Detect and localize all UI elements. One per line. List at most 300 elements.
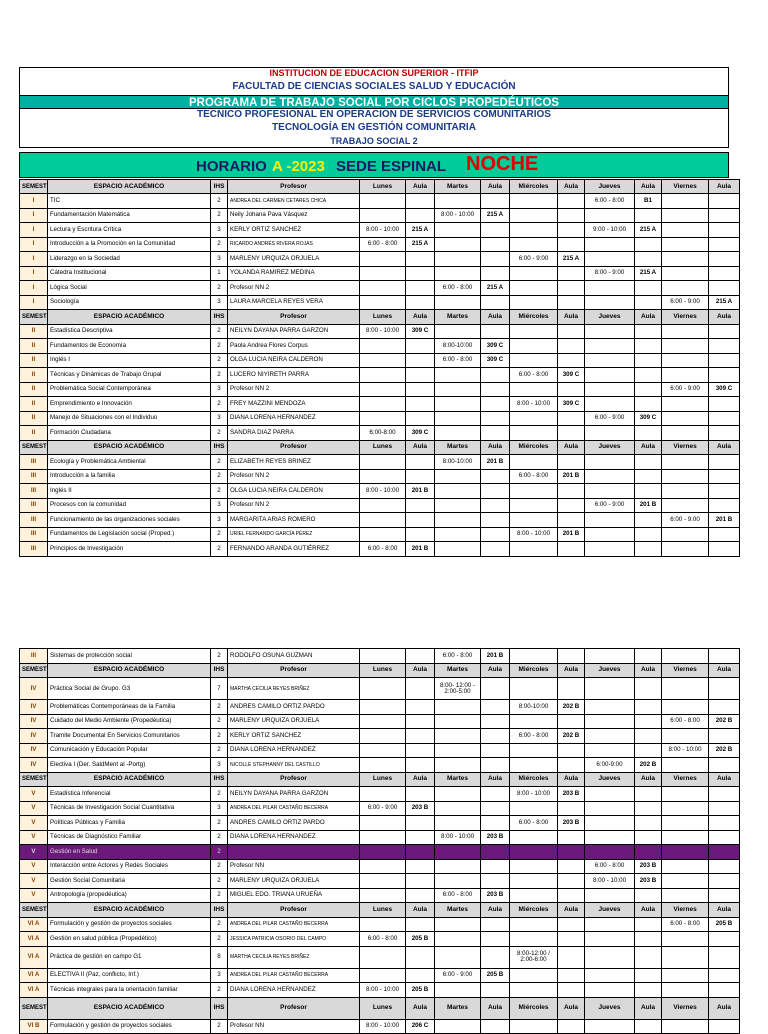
cell-teacher: MARLENY URQUIZA ORJUELA [228,252,360,267]
cell-thursday [585,426,635,441]
cell-hours: 2 [211,649,228,664]
cell-wednesday [510,649,558,664]
cell-room [635,513,662,528]
cell-monday: 6:00 - 8:00 [360,542,406,557]
column-header-semester: SEMEST [20,997,48,1019]
cell-course: Formulación y gestión de proyectos sociales [48,1019,211,1034]
cell-friday [662,237,709,252]
column-header-wednesday: Miércoles [510,180,558,194]
cell-room [635,426,662,441]
cell-room [558,758,585,773]
cell-friday [662,498,709,513]
cell-room [709,237,740,252]
cell-teacher [228,845,360,860]
cell-hours: 2 [211,281,228,296]
cell-semester: VI B [20,1019,48,1034]
cell-room [558,968,585,983]
cell-semester: IV [20,714,48,729]
column-header-tuesday: Martes [435,663,481,678]
cell-room [406,830,435,845]
cell-room [709,266,740,281]
cell-thursday [585,513,635,528]
column-header-room: Aula [406,903,435,918]
cell-room: 201 B [481,455,510,470]
cell-monday [360,266,406,281]
column-header-friday: Viernes [662,663,709,678]
column-header-room: Aula [481,180,510,194]
cell-monday [360,830,406,845]
cell-room [558,1019,585,1034]
cell-monday [360,527,406,542]
cell-wednesday: 8:00-10:00 [510,700,558,715]
column-header-room: Aula [558,903,585,918]
cell-course: Cátedra Institucional [48,266,211,281]
cell-thursday [585,324,635,339]
cell-monday [360,382,406,397]
cell-room: 203 B [558,816,585,831]
cell-friday: 6:00 - 9:00 [662,513,709,528]
cell-tuesday: 8:00-10:00 [435,339,481,354]
table-header-row [20,180,740,194]
column-header-hours: IHS [211,997,228,1019]
cell-thursday: 6:00-9:00 [585,758,635,773]
cell-course: Antropología (propedéutica) [48,888,211,903]
cell-monday: 8:00 - 10:00 [360,324,406,339]
cell-course: Inglés I [48,353,211,368]
cell-room [709,223,740,238]
cell-semester: I [20,266,48,281]
column-header-course: ESPACIO ACADÉMICO [48,663,211,678]
cell-semester: I [20,237,48,252]
cell-room [558,513,585,528]
column-header-wednesday: Miércoles [510,997,558,1019]
cell-semester: VI A [20,917,48,932]
cell-semester: II [20,353,48,368]
cell-monday [360,411,406,426]
cell-room [635,816,662,831]
cell-room: 203 B [406,801,435,816]
cell-friday: 6:00 - 9:00 [662,382,709,397]
cell-thursday [585,816,635,831]
cell-thursday [585,208,635,223]
cell-room [709,888,740,903]
cell-semester: III [20,484,48,499]
table-row [20,498,740,513]
column-header-thursday: Jueves [585,997,635,1019]
cell-friday [662,983,709,998]
cell-room [406,816,435,831]
cell-room [481,983,510,998]
cell-room [709,649,740,664]
table-header-row [20,310,740,325]
cell-thursday [585,729,635,744]
cell-tuesday [435,729,481,744]
cell-room [481,324,510,339]
cell-friday [662,859,709,874]
cell-room [558,194,585,209]
cell-thursday: 8:00 - 9:00 [585,266,635,281]
cell-room [709,368,740,383]
cell-friday [662,968,709,983]
cell-room [481,426,510,441]
cell-semester: IV [20,743,48,758]
cell-teacher: Neily Johana Pava Vásquez [228,208,360,223]
cell-room: 201 B [558,469,585,484]
column-header-teacher: Profesor [228,997,360,1019]
column-header-hours: IHS [211,440,228,455]
cell-hours: 2 [211,845,228,860]
column-header-tuesday: Martes [435,440,481,455]
cell-monday [360,252,406,267]
cell-semester: II [20,397,48,412]
cell-thursday [585,281,635,296]
cell-room [406,411,435,426]
cell-room [481,194,510,209]
cell-room [406,946,435,968]
cell-thursday [585,484,635,499]
cell-wednesday [510,874,558,889]
cell-friday [662,787,709,802]
cell-room [709,968,740,983]
cell-course: Formación Ciudadana [48,426,211,441]
cell-hours: 3 [211,411,228,426]
cell-semester: I [20,252,48,267]
column-header-room: Aula [481,663,510,678]
schedule-table-page-1 [19,179,740,557]
cell-room [481,411,510,426]
cell-room [406,339,435,354]
cell-friday [662,339,709,354]
cell-room: 202 B [558,700,585,715]
cell-tuesday [435,917,481,932]
cell-hours: 3 [211,382,228,397]
cell-friday [662,1019,709,1034]
cell-room: 309 C [481,353,510,368]
column-header-monday: Lunes [360,997,406,1019]
cell-teacher: Profesor NN [228,859,360,874]
cell-room [481,758,510,773]
cell-semester: VI A [20,968,48,983]
cell-room [558,542,585,557]
column-header-teacher: Profesor [228,440,360,455]
cell-wednesday [510,237,558,252]
cell-room [481,484,510,499]
cell-hours: 3 [211,801,228,816]
cell-room [635,397,662,412]
column-header-room: Aula [406,440,435,455]
cell-tuesday [435,542,481,557]
cell-room [709,426,740,441]
column-header-room: Aula [481,440,510,455]
cell-room [709,353,740,368]
cell-room [635,801,662,816]
cell-tuesday [435,816,481,831]
cell-course: Formulación y gestión de proyectos sociales [48,917,211,932]
cell-monday: 8:00 - 10:00 [360,484,406,499]
cell-monday [360,729,406,744]
cell-course: Políticas Públicas y Familia [48,816,211,831]
column-header-room: Aula [558,440,585,455]
cell-room [709,281,740,296]
cell-friday [662,324,709,339]
column-header-room: Aula [709,310,740,325]
cell-hours: 2 [211,368,228,383]
cell-tuesday [435,859,481,874]
cell-room [481,397,510,412]
cell-wednesday: 6:00 - 8:00 [510,368,558,383]
cell-monday: 8:00 - 10:00 [360,223,406,238]
cell-tuesday [435,397,481,412]
cell-wednesday [510,542,558,557]
cell-semester: V [20,787,48,802]
cell-hours: 2 [211,397,228,412]
cell-friday [662,816,709,831]
table-row [20,700,740,715]
column-header-room: Aula [709,440,740,455]
horario-sede: SEDE ESPINAL [336,158,447,175]
cell-hours: 1 [211,266,228,281]
table-row [20,484,740,499]
cell-monday [360,208,406,223]
cell-wednesday [510,353,558,368]
cell-tuesday [435,194,481,209]
cell-friday: 8:00 - 10:00 [662,743,709,758]
cell-room [558,888,585,903]
cell-semester: III [20,469,48,484]
cell-teacher: Profesor NN 2 [228,469,360,484]
cell-tuesday: 8:00 - 10:00 [435,208,481,223]
cell-semester: II [20,368,48,383]
cell-room [481,368,510,383]
cell-room [558,223,585,238]
column-header-hours: IHS [211,180,228,194]
column-header-friday: Viernes [662,997,709,1019]
cell-room [558,859,585,874]
cell-room [558,266,585,281]
cell-thursday: 8:00 - 10:00 [585,874,635,889]
column-header-room: Aula [406,310,435,325]
table-header-row [20,997,740,1019]
cell-tuesday [435,743,481,758]
cell-room [558,426,585,441]
cell-room [406,281,435,296]
cell-room [635,382,662,397]
column-header-hours: IHS [211,310,228,325]
cell-hours: 2 [211,874,228,889]
cell-tuesday [435,714,481,729]
cell-room [481,527,510,542]
column-header-hours: IHS [211,663,228,678]
cell-monday [360,194,406,209]
cell-teacher: NEILYN DAYANA PARRA GARZON [228,324,360,339]
cell-wednesday: 8:00 - 10:00 [510,397,558,412]
cell-hours: 2 [211,932,228,947]
cell-thursday [585,801,635,816]
cell-room [481,874,510,889]
cell-friday [662,888,709,903]
table-row [20,411,740,426]
cell-room [481,845,510,860]
column-header-semester: SEMEST [20,180,48,194]
table-row [20,527,740,542]
cell-room [406,295,435,310]
cell-friday [662,678,709,700]
cell-teacher: MARLENY URQUIZA ORJUELA [228,874,360,889]
table-row [20,324,740,339]
cell-wednesday: 6:00 - 8:00 [510,729,558,744]
cell-monday [360,787,406,802]
cell-course: Práctica Social de Grupo. G3 [48,678,211,700]
cell-room [709,830,740,845]
table-row [20,223,740,238]
horario-jornada: NOCHE [466,153,539,175]
cell-monday [360,678,406,700]
cell-room [558,382,585,397]
cell-room [481,932,510,947]
cell-wednesday [510,266,558,281]
column-header-wednesday: Miércoles [510,310,558,325]
cell-thursday: 6:00 - 8:00 [585,194,635,209]
cell-room: 205 B [709,917,740,932]
column-header-room: Aula [635,180,662,194]
cell-friday [662,455,709,470]
cell-room [406,888,435,903]
cell-tuesday: 6:00 - 8:00 [435,888,481,903]
cell-friday [662,368,709,383]
cell-room: 309 C [481,339,510,354]
column-header-hours: IHS [211,772,228,787]
cell-room [406,743,435,758]
cell-monday [360,968,406,983]
cell-thursday [585,845,635,860]
cell-room [406,513,435,528]
column-header-course: ESPACIO ACADÉMICO [48,440,211,455]
table-row [20,1019,740,1034]
cell-room [481,252,510,267]
cell-hours: 2 [211,729,228,744]
cell-course: Inglés II [48,484,211,499]
cell-room [709,542,740,557]
cell-friday [662,266,709,281]
column-header-room: Aula [709,180,740,194]
column-header-teacher: Profesor [228,310,360,325]
cell-monday [360,469,406,484]
table-row [20,237,740,252]
cell-room [709,859,740,874]
cell-room [635,455,662,470]
column-header-tuesday: Martes [435,180,481,194]
cell-teacher: Profesor NN 2 [228,281,360,296]
cell-room [635,649,662,664]
cell-room [635,1019,662,1034]
cell-semester: IV [20,678,48,700]
column-header-monday: Lunes [360,772,406,787]
cell-tuesday [435,983,481,998]
cell-thursday [585,787,635,802]
cell-room [481,237,510,252]
cell-room [709,194,740,209]
column-header-room: Aula [709,997,740,1019]
cell-room [406,382,435,397]
cell-teacher: OLGA LUCIA NEIRA CALDERON [228,353,360,368]
cell-teacher: KERLY ORTIZ SANCHEZ [228,729,360,744]
cell-room [558,295,585,310]
cell-room [406,678,435,700]
table-row [20,513,740,528]
cell-wednesday [510,455,558,470]
cell-hours: 2 [211,787,228,802]
table-row [20,208,740,223]
cell-room: 309 C [709,382,740,397]
column-header-room: Aula [635,663,662,678]
cell-room [481,801,510,816]
column-header-course: ESPACIO ACADÉMICO [48,180,211,194]
cell-thursday [585,983,635,998]
cell-tuesday [435,324,481,339]
column-header-wednesday: Miércoles [510,663,558,678]
cell-teacher: Profesor NN 2 [228,382,360,397]
cell-room: 203 B [481,830,510,845]
cell-teacher: OLGA LUCIA NEIRA CALDERON [228,484,360,499]
cell-room [709,208,740,223]
cell-friday [662,353,709,368]
cell-hours: 2 [211,542,228,557]
cell-thursday: 6:00 - 9:00 [585,411,635,426]
cell-room [558,917,585,932]
cell-semester: V [20,845,48,860]
cell-teacher: SANDRA DIAZ PARRA [228,426,360,441]
cell-room [481,787,510,802]
cell-friday [662,469,709,484]
cell-semester: IV [20,758,48,773]
column-header-wednesday: Miércoles [510,440,558,455]
cell-room [481,917,510,932]
cell-wednesday [510,382,558,397]
cell-semester: III [20,542,48,557]
cell-hours: 2 [211,917,228,932]
column-header-course: ESPACIO ACADÉMICO [48,903,211,918]
cell-tuesday [435,382,481,397]
table-row [20,426,740,441]
cell-room: 205 B [406,983,435,998]
table-header-row [20,440,740,455]
cell-hours: 2 [211,237,228,252]
cell-monday [360,874,406,889]
cell-wednesday: 6:00 - 8:00 [510,816,558,831]
cell-tuesday [435,932,481,947]
cell-room: 203 B [635,874,662,889]
cell-room [709,787,740,802]
cell-room [481,469,510,484]
cell-room [558,649,585,664]
table-row [20,801,740,816]
cell-hours: 2 [211,888,228,903]
cell-room [481,700,510,715]
column-header-room: Aula [406,663,435,678]
cell-course: Problemática Social Contemporánea [48,382,211,397]
cell-tuesday: 6:00 - 9:00 [435,968,481,983]
cell-monday: 8:00 - 10:00 [360,1019,406,1034]
cell-tuesday [435,469,481,484]
cell-room [635,208,662,223]
cell-wednesday: 8:00 - 10:00 [510,527,558,542]
cell-hours: 2 [211,816,228,831]
cell-friday [662,729,709,744]
table-row [20,353,740,368]
cell-monday [360,397,406,412]
cell-monday: 8:00 - 10:00 [360,983,406,998]
cell-teacher: MARTHA CECILIA REYES BRIÑEZ [228,678,360,700]
